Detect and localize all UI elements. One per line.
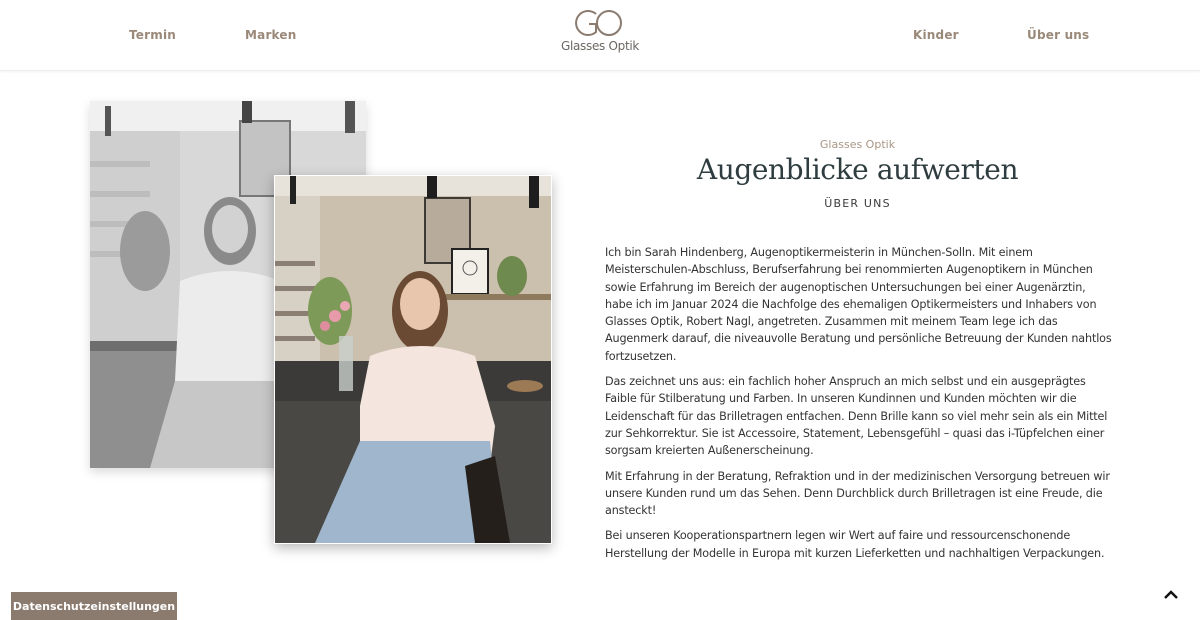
nav-link-ueber-uns[interactable]: Über uns: [1027, 28, 1090, 42]
nav-link-kinder[interactable]: Kinder: [913, 28, 959, 42]
nav-link-marken[interactable]: Marken: [245, 28, 297, 42]
nav-link-termin[interactable]: Termin: [129, 28, 177, 42]
go-monogram-icon: [572, 8, 628, 38]
about-body: [605, 244, 1113, 570]
section-title: Augenblicke aufwerten: [696, 153, 1019, 186]
scroll-to-top-button[interactable]: [1160, 584, 1182, 606]
chevron-up-icon: [1164, 590, 1178, 600]
privacy-settings-button[interactable]: Datenschutzeinstellungen: [11, 592, 177, 620]
about-paragraph-2: Das zeichnet uns aus: ein fachlich hoher Anspruch an mich selbst und ein ausgeprägtes Faible für Stilberatung und Farben. In unseren Kundinnen und Kunden möchten wir die Leidenschaft für das Brilletragen entfachen. Denn Brille kann so viel mehr sein als ein Mittel zur Sehkorrektur. Sie ist Accessoire, Statement, Lebensgefühl – quasi das i-Tüpfelchen einer sorgsam kreierten Außenerscheinung.: [605, 375, 1108, 458]
about-paragraph-1: Ich bin Sarah Hindenberg, Augenoptikermeisterin in München-Solln. Mit einem Meisterschulen-Abschluss, Berufserfahrung bei renommierten Augenoptikern in München sowie Erfahrung im Bereich der augenoptischen Untersuchungen bei einer Augenärztin, habe ich im Januar 2024 die Nachfolge des ehemaligen Optikermeisters und Inhabers von Glasses Optik, Robert Nagl, angetreten. Zusammen mit meinem Team lege ich das Augenmerk darauf, die niveauvolle Beratung und persönliche Betreuung der Kunden nahtlos fortzusetzen.: [605, 246, 1112, 363]
about-paragraph-4: Bei unseren Kooperationspartnern legen wir Wert auf faire und ressourcenschonende Herstellung der Modelle in Europa mit kurzen Lieferketten und nachhaltigen Verpackungen.: [605, 529, 1105, 560]
section-eyebrow: Glasses Optik: [819, 138, 896, 151]
logo-wordmark: Glasses Optik: [560, 39, 640, 53]
site-logo[interactable]: [560, 8, 640, 58]
section-subtitle: ÜBER UNS: [824, 197, 891, 210]
team-photo-color: [274, 175, 552, 544]
about-paragraph-3: Mit Erfahrung in der Beratung, Refraktion und in der medizinischen Versorgung betreuen wir unsere Kunden rund um das Sehen. Denn Durchblick durch Brilletragen ist eine Freude, die ansteckt!: [605, 469, 1110, 518]
site-header: [0, 0, 1200, 71]
